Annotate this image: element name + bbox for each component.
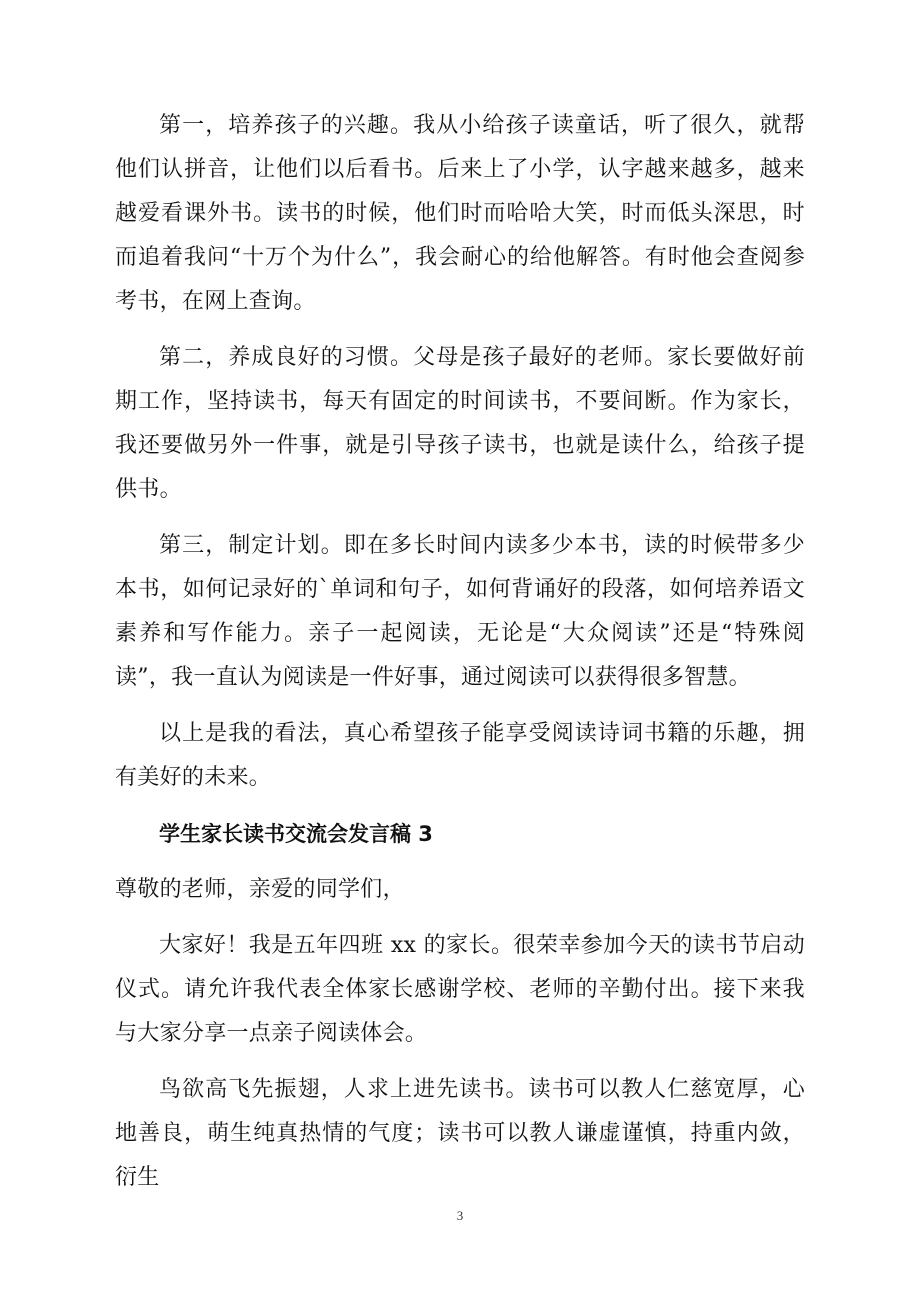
paragraph-conclusion: 以上是我的看法，真心希望孩子能享受阅读诗词书籍的乐趣，拥有美好的未来。: [115, 721, 805, 790]
section-title: 学生家长读书交流会发言稿 3: [159, 822, 433, 846]
paragraph-reading-benefits: 鸟欲高飞先振翅，人求上进先读书。读书可以教人仁慈宽厚，心地善良，萌生纯真热情的气度；读书可以教人谦虚谨慎，持重内敛，衍生: [115, 1077, 805, 1190]
page-number: 3: [456, 1208, 464, 1223]
paragraph-plan: 第三，制定计划。即在多长时间内读多少本书，读的时候带多少本书，如何记录好的`单词和句子，如何背诵好的段落，如何培养语文素养和写作能力。亲子一起阅读，无论是“大众阅读”还是“特殊阅读”，我一直认为阅读是一件好事，通过阅读可以获得很多智慧。: [115, 533, 805, 690]
salutation: 尊敬的老师，亲爱的同学们，: [115, 877, 405, 902]
paragraph-greeting: 大家好！我是五年四班 xx 的家长。很荣幸参加今天的读书节启动仪式。请允许我代表全体家长感谢学校、老师的辛勤付出。接下来我与大家分享一点亲子阅读体会。: [115, 933, 805, 1046]
paragraph-habit: 第二，养成良好的习惯。父母是孩子最好的老师。家长要做好前期工作，坚持读书，每天有固定的时间读书，不要间断。作为家长，我还要做另外一件事，就是引导孩子读书，也就是读什么，给孩子提供书。: [115, 345, 805, 502]
document-body: [115, 104, 805, 1212]
paragraph-interest: 第一，培养孩子的兴趣。我从小给孩子读童话，听了很久，就帮他们认拼音，让他们以后看书。后来上了小学，认字越来越多，越来越爱看课外书。读书的时候，他们时而哈哈大笑，时而低头深思，时而追着我问“十万个为什么”，我会耐心的给他解答。有时他会查阅参考书，在网上查询。: [115, 113, 805, 314]
